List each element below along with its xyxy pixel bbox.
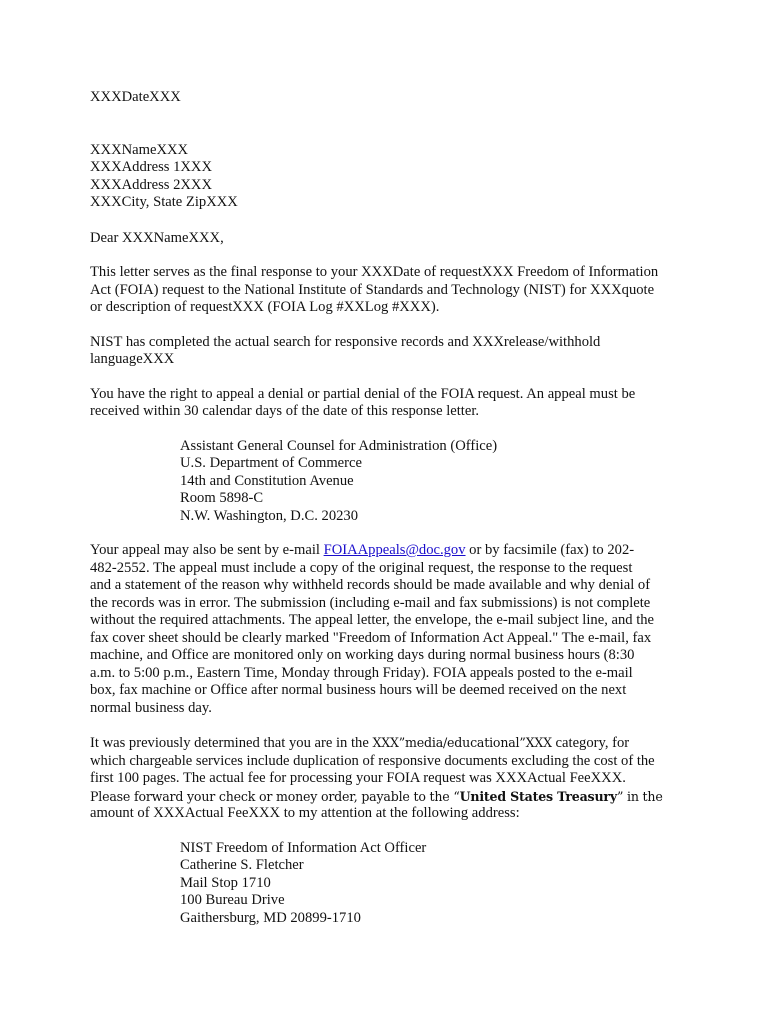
address-line: N.W. Washington, D.C. 20230	[180, 507, 359, 524]
address-line: Mail Stop 1710	[180, 874, 271, 891]
paragraph-line: box, fax machine or Office after normal business hours will be deemed received on the next	[90, 682, 627, 698]
address-line: Catherine S. Fletcher	[180, 857, 304, 873]
paragraph-line: received within 30 calendar days of the date of this response letter.	[90, 403, 480, 419]
paragraph-line: languageXXX	[90, 351, 175, 367]
text-segment: or by facsimile (fax) to 202-	[465, 542, 635, 558]
recipient-address	[90, 142, 680, 212]
paragraph-line: amount of XXXActual FeeXXX to my attention at the following address:	[90, 805, 520, 821]
fee-category-placeholder: XXX”media/educational”XXX	[372, 735, 552, 750]
payment-address-block	[180, 840, 680, 928]
paragraph-line	[90, 542, 680, 560]
address-line: 100 Bureau Drive	[180, 892, 285, 908]
text-segment: ” in the	[616, 788, 663, 804]
paragraph-line: Act (FOIA) request to the National Institute of Standards and Technology (NIST) for XXXquote	[90, 281, 655, 298]
text-segment: category, for	[551, 735, 630, 751]
recipient-address-2: XXXAddress 2XXX	[90, 176, 213, 193]
paragraph-line: NIST has completed the actual search for responsive records and XXXrelease/withhold	[90, 333, 601, 350]
address-line: U.S. Department of Commerce	[180, 455, 362, 471]
recipient-city-state-zip: XXXCity, State ZipXXX	[90, 194, 238, 210]
appeal-address-block	[180, 438, 680, 526]
salutation: Dear XXXNameXXX,	[90, 229, 224, 246]
recipient-address-1: XXXAddress 1XXX	[90, 159, 213, 175]
paragraph-appeal-methods	[90, 542, 680, 717]
paragraph-fee	[90, 734, 680, 823]
recipient-name: XXXNameXXX	[90, 141, 189, 158]
paragraph-line: You have the right to appeal a denial or partial denial of the FOIA request. An appeal must be	[90, 385, 636, 402]
letter-body	[90, 89, 680, 944]
paragraph-appeal-right	[90, 386, 680, 421]
paragraph-line: normal business day.	[90, 699, 212, 716]
paragraph-line: This letter serves as the final response to your XXXDate of requestXXX Freedom of Information	[90, 264, 659, 280]
text-segment: Please forward your check or money order, payable to the “	[90, 788, 460, 804]
text-segment: Your appeal may also be sent by e-mail	[90, 542, 324, 558]
paragraph-line: first 100 pages. The actual fee for processing your FOIA request was XXXActual FeeXXX.	[90, 770, 626, 786]
paragraph-line: a.m. to 5:00 p.m., Eastern Time, Monday through Friday). FOIA appeals posted to the e-mail	[90, 664, 633, 681]
paragraph-line: machine, and Office are monitored only on working days during normal business hours (8:30	[90, 647, 635, 663]
appeal-email-link[interactable]: FOIAAppeals@doc.gov	[323, 542, 466, 558]
paragraph-line: 482-2552. The appeal must include a copy of the original request, the response to the request	[90, 559, 633, 576]
paragraph-line: which chargeable services include duplication of responsive documents excluding the cost of the	[90, 752, 655, 769]
paragraph-line	[90, 788, 680, 806]
address-line: Assistant General Counsel for Administration (Office)	[180, 437, 498, 454]
paragraph-line: the records was in error. The submission (including e-mail and fax submissions) is not complete	[90, 594, 651, 611]
address-line: 14th and Constitution Avenue	[180, 472, 354, 489]
paragraph-line: or description of requestXXX (FOIA Log #XXLog #XXX).	[90, 299, 440, 315]
payee-name: United States Treasury	[459, 788, 617, 804]
address-line: Gaithersburg, MD 20899-1710	[180, 909, 361, 926]
letter-date: XXXDateXXX	[90, 89, 181, 105]
address-line: NIST Freedom of Information Act Officer	[180, 839, 427, 856]
text-segment: It was previously determined that you are in the	[90, 735, 373, 751]
address-line: Room 5898-C	[180, 490, 264, 506]
paragraph-search-completed	[90, 334, 680, 369]
paragraph-final-response	[90, 264, 680, 317]
paragraph-line: and a statement of the reason why withheld records should be made available and why denial of	[90, 577, 651, 593]
paragraph-line: fax cover sheet should be clearly marked "Freedom of Information Act Appeal." The e-mail, fax	[90, 629, 652, 646]
paragraph-line	[90, 734, 680, 753]
paragraph-line: without the required attachments. The appeal letter, the envelope, the e-mail subject line, and the	[90, 612, 655, 628]
